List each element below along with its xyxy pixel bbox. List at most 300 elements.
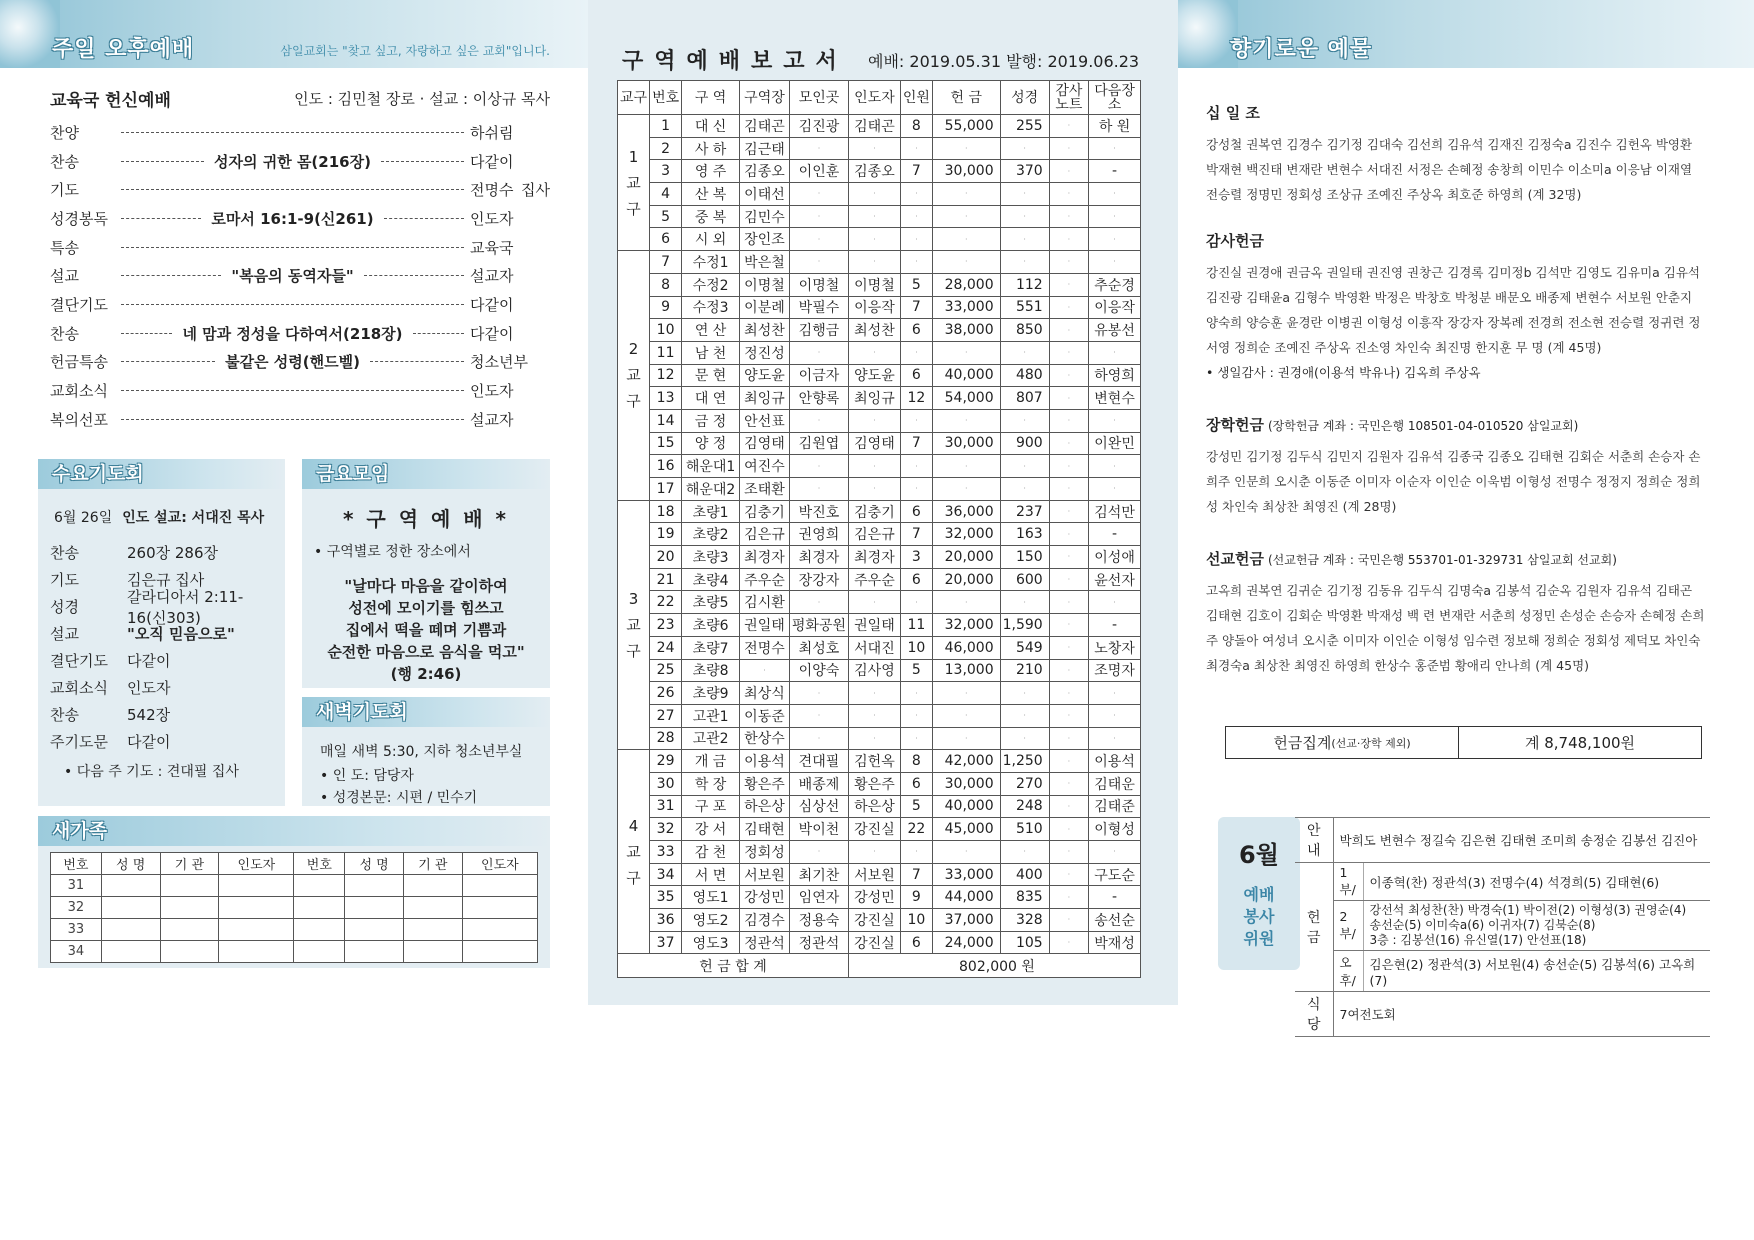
wednesday-row-label: 주기도문 — [50, 733, 108, 751]
report-cell: 강성민 — [740, 886, 790, 909]
new-family-cell — [403, 875, 462, 897]
table-row — [618, 863, 1141, 886]
report-cell: 20 — [650, 546, 682, 569]
report-cell: 정용숙 — [789, 909, 848, 932]
order-person: 다같이 — [470, 295, 514, 314]
report-cell: 김석만 — [1089, 500, 1141, 523]
summary-label — [1226, 727, 1459, 758]
report-header: 모인곳 — [789, 81, 848, 115]
report-cell: 산 복 — [682, 183, 740, 206]
june-month: 6월 — [1239, 841, 1279, 869]
report-cell: 초량1 — [682, 500, 740, 523]
new-family-cell — [160, 875, 219, 897]
zone-label-char: 4 — [628, 816, 639, 835]
report-cell: 42,000 — [932, 750, 1000, 773]
report-cell: · — [932, 455, 1000, 478]
report-cell: · — [1049, 523, 1088, 546]
new-family-header: 기 관 — [403, 853, 462, 875]
wednesday-row — [50, 728, 278, 755]
report-cell: 150 — [1000, 546, 1049, 569]
report-cell: 김원엽 — [789, 432, 848, 455]
report-cell: · — [1049, 886, 1088, 909]
order-label: 설교 — [50, 267, 79, 286]
new-family-cell — [462, 941, 537, 963]
report-cell: · — [789, 205, 848, 228]
order-dots — [121, 333, 172, 334]
report-cell: 36,000 — [932, 500, 1000, 523]
report-header: 인도자 — [849, 81, 901, 115]
report-cell: 대 연 — [682, 387, 740, 410]
middle-column — [588, 0, 1178, 1005]
report-cell: · — [1089, 478, 1141, 501]
report-cell: 최기찬 — [789, 863, 848, 886]
report-cell: 105 — [1000, 931, 1049, 954]
report-cell: 강진실 — [849, 909, 901, 932]
report-cell: 10 — [900, 636, 932, 659]
report-cell: · — [1049, 659, 1088, 682]
table-row — [618, 659, 1141, 682]
report-cell: 19 — [650, 523, 682, 546]
report-cell: 31 — [650, 795, 682, 818]
report-total-label: 헌 금 합 계 — [618, 954, 849, 978]
duty-offer-label: 헌금 — [1295, 863, 1333, 992]
zone-label — [618, 750, 650, 954]
order-row — [50, 290, 550, 319]
report-cell: 전명수 — [740, 636, 790, 659]
report-cell: · — [1000, 682, 1049, 705]
report-cell: · — [849, 183, 901, 206]
table-row — [618, 682, 1141, 705]
order-row — [50, 348, 550, 377]
new-family-header: 기 관 — [160, 853, 219, 875]
report-cell: · — [789, 409, 848, 432]
order-row — [50, 147, 550, 176]
report-cell: 박진호 — [789, 500, 848, 523]
report-cell: · — [932, 727, 1000, 750]
report-cell: 30,000 — [932, 432, 1000, 455]
offering-section-title — [1206, 230, 1706, 251]
report-cell: 1 — [650, 115, 682, 138]
order-item: 네 맘과 정성을 다하여서(218장) — [182, 324, 403, 343]
report-cell: 초량7 — [682, 636, 740, 659]
order-dots — [121, 218, 201, 219]
table-row — [51, 941, 538, 963]
report-cell: 이용석 — [1089, 750, 1141, 773]
report-total-row — [618, 954, 1141, 978]
table-row — [618, 931, 1141, 954]
report-cell: · — [849, 409, 901, 432]
report-header: 헌 금 — [932, 81, 1000, 115]
offering-section — [1206, 414, 1706, 519]
order-label: 찬양 — [50, 123, 79, 142]
report-cell: 장인조 — [740, 228, 790, 251]
report-cell: 초량8 — [682, 659, 740, 682]
duty-part-2-line-1: 강선석 최성찬(찬) 박경숙(1) 박이전(2) 이형성(3) 권영순(4) — [1369, 903, 1687, 917]
report-cell: · — [1000, 137, 1049, 160]
report-cell: · — [849, 841, 901, 864]
duty-part-2-line-2: 송선순(5) 이미숙a(6) 이귀자(7) 김북순(8) — [1369, 918, 1596, 932]
report-cell: 초량6 — [682, 614, 740, 637]
order-item: 성자의 귀한 몸(216장) — [214, 152, 371, 171]
afternoon-service-banner — [0, 0, 588, 68]
report-cell: 37,000 — [932, 909, 1000, 932]
wednesday-row-label: 교회소식 — [50, 679, 108, 697]
report-cell: 김태준 — [1089, 795, 1141, 818]
wednesday-row-value: 인도자 — [127, 679, 171, 697]
report-cell: 감 천 — [682, 841, 740, 864]
report-cell: 정회성 — [740, 841, 790, 864]
table-row — [618, 319, 1141, 342]
zone-label-char: 교 — [626, 173, 641, 192]
table-row — [618, 205, 1141, 228]
report-cell: 510 — [1000, 818, 1049, 841]
new-family-header: 인도자 — [219, 853, 294, 875]
report-cell: 최성찬 — [740, 319, 790, 342]
wednesday-row — [50, 539, 278, 566]
new-family-cell — [403, 919, 462, 941]
new-family-cell — [160, 941, 219, 963]
table-row — [618, 614, 1141, 637]
zone-label — [618, 251, 650, 501]
report-cell: 270 — [1000, 772, 1049, 795]
new-family-number: 32 — [51, 897, 102, 919]
service-title: 교육국 헌신예배 — [50, 91, 171, 111]
new-family-cell — [101, 875, 160, 897]
duty-guide-value: 박희도 변현수 정길숙 김은현 김태현 조미희 송정순 김봉선 김진아 — [1333, 818, 1710, 863]
report-cell: 해운대1 — [682, 455, 740, 478]
report-cell: · — [1049, 409, 1088, 432]
wednesday-row-label: 성경 — [50, 598, 79, 616]
order-label: 찬송 — [50, 324, 79, 343]
report-cell: 추순경 — [1089, 273, 1141, 296]
banner-decoration — [1178, 0, 1238, 68]
table-row — [618, 183, 1141, 206]
report-cell: 권영희 — [789, 523, 848, 546]
report-cell: 정진성 — [740, 341, 790, 364]
report-header: 감사노트 — [1049, 81, 1088, 115]
order-row — [50, 261, 550, 290]
table-row — [618, 228, 1141, 251]
report-cell: 3 — [900, 546, 932, 569]
report-cell: · — [849, 137, 901, 160]
report-cell: · — [1089, 591, 1141, 614]
report-cell: · — [932, 704, 1000, 727]
new-family-cell — [294, 919, 345, 941]
report-cell: 18 — [650, 500, 682, 523]
report-cell: · — [1049, 841, 1088, 864]
report-cell: 36 — [650, 909, 682, 932]
dawn-time: 매일 새벽 5:30, 지하 청소년부실 — [320, 744, 523, 760]
order-dots — [364, 275, 464, 276]
banner-title: 주일 오후예배 — [52, 37, 195, 62]
report-cell: 29 — [650, 750, 682, 773]
report-cell: 8 — [650, 273, 682, 296]
zone-label-char: 구 — [626, 641, 641, 660]
report-cell: 12 — [900, 387, 932, 410]
new-family-cell — [345, 897, 404, 919]
report-cell: · — [900, 137, 932, 160]
offering-section-name: 감사헌금 — [1206, 232, 1264, 250]
offering-section-title — [1206, 548, 1706, 569]
report-cell: 807 — [1000, 387, 1049, 410]
report-cell: 노창자 — [1089, 636, 1141, 659]
duty-part-2: 2부/ — [1333, 901, 1363, 951]
report-cell: 김진광 — [789, 115, 848, 138]
report-cell: 김태운 — [1089, 772, 1141, 795]
table-row — [618, 546, 1141, 569]
report-cell: 7 — [900, 863, 932, 886]
report-cell: · — [1000, 205, 1049, 228]
order-label: 기도 — [50, 181, 79, 200]
offering-donor-list: 강성철 권복연 김경수 김기정 김대숙 김선희 김유석 김재진 김정숙a 김진수 김헌옥 박영환 박재현 백진태 변재란 변현수 서대진 서정은 손혜정 송창희 이민수 이소미a 이응남 이재열 전승렬 정명민 정회성 조상규 조예진 주상옥 최호준 하영희 (계 32명) — [1206, 137, 1693, 202]
wednesday-next-prayer: • 다음 주 기도 : 견대필 집사 — [64, 764, 239, 780]
report-cell: 835 — [1000, 886, 1049, 909]
report-cell: 10 — [900, 909, 932, 932]
table-row — [618, 455, 1141, 478]
report-cell: 37 — [650, 931, 682, 954]
report-cell: · — [900, 591, 932, 614]
report-cell: · — [1000, 409, 1049, 432]
report-cell: · — [789, 228, 848, 251]
zone-label-char: 구 — [626, 868, 641, 887]
duty-part-2-line-3: 3층 : 김봉선(16) 유신열(17) 안선표(18) — [1369, 933, 1587, 947]
report-cell: 237 — [1000, 500, 1049, 523]
zone-label-char: 3 — [628, 589, 639, 608]
new-family-cell — [345, 941, 404, 963]
friday-big-title: * 구 역 예 배 * — [342, 507, 509, 531]
report-cell: · — [1049, 387, 1088, 410]
report-cell: 구 포 — [682, 795, 740, 818]
report-total-value: 802,000 원 — [849, 954, 1141, 978]
order-label: 교회소식 — [50, 382, 108, 401]
order-label: 헌금특송 — [50, 353, 108, 372]
wednesday-order — [50, 539, 278, 755]
new-family-box — [38, 816, 550, 968]
report-cell: 이분례 — [740, 296, 790, 319]
duty-meal-label: 식당 — [1295, 992, 1333, 1037]
june-sub-3: 위원 — [1243, 929, 1275, 948]
report-cell: 5 — [650, 205, 682, 228]
duty-row-meal — [1295, 992, 1710, 1037]
report-cell: · — [1089, 137, 1141, 160]
report-cell: · — [900, 341, 932, 364]
report-cell: · — [1049, 296, 1088, 319]
report-cell: 양도윤 — [740, 364, 790, 387]
offering-section-name: 십 일 조 — [1206, 104, 1260, 122]
report-cell: 6 — [900, 931, 932, 954]
order-label: 복의선포 — [50, 410, 108, 429]
report-cell: · — [932, 137, 1000, 160]
report-cell: 여진수 — [740, 455, 790, 478]
zone-label-char: 교 — [626, 366, 641, 385]
zone-label-char: 구 — [626, 199, 641, 218]
summary-note: (선교·장학 제외) — [1331, 736, 1411, 750]
report-cell: 견대필 — [789, 750, 848, 773]
summary-label-text: 헌금집계 — [1273, 734, 1332, 752]
new-family-header: 성 명 — [345, 853, 404, 875]
report-cell: 서보원 — [740, 863, 790, 886]
report-cell: · — [849, 205, 901, 228]
new-family-cell — [101, 897, 160, 919]
table-row — [51, 897, 538, 919]
table-row — [618, 886, 1141, 909]
table-row — [618, 273, 1141, 296]
wednesday-prayer-box — [38, 459, 285, 806]
verse-line: 순전한 마음으로 음식을 먹고" — [327, 643, 525, 661]
report-cell: · — [900, 409, 932, 432]
report-cell: · — [1049, 273, 1088, 296]
report-cell: · — [1049, 183, 1088, 206]
report-cell: 김종오 — [849, 160, 901, 183]
order-item: 로마서 16:1-9(신261) — [211, 209, 374, 228]
report-cell: 초량5 — [682, 591, 740, 614]
order-dots — [381, 161, 464, 162]
report-cell: 3 — [650, 160, 682, 183]
left-column — [0, 0, 588, 1240]
report-cell: 6 — [900, 500, 932, 523]
report-cell: 21 — [650, 568, 682, 591]
report-cell: 양 정 — [682, 432, 740, 455]
report-cell: 210 — [1000, 659, 1049, 682]
new-family-header: 번호 — [294, 853, 345, 875]
report-cell: 문 현 — [682, 364, 740, 387]
new-family-cell — [294, 897, 345, 919]
table-row — [618, 160, 1141, 183]
new-family-cell — [462, 875, 537, 897]
june-sub-2: 봉사 — [1243, 907, 1275, 926]
order-row — [50, 233, 550, 262]
new-family-header: 성 명 — [101, 853, 160, 875]
order-label: 결단기도 — [50, 295, 108, 314]
duty-guide-label: 안내 — [1295, 818, 1333, 863]
wednesday-row-value: 542장 — [127, 706, 171, 724]
table-row — [618, 909, 1141, 932]
report-cell: · — [900, 682, 932, 705]
report-cell: · — [900, 455, 932, 478]
wednesday-row-value: "오직 믿음으로" — [127, 625, 235, 643]
report-cell: 10 — [650, 319, 682, 342]
new-family-cell — [160, 919, 219, 941]
report-cell: 23 — [650, 614, 682, 637]
offering-section — [1206, 102, 1706, 207]
table-row — [618, 387, 1141, 410]
friday-title: 금요모임 — [302, 459, 550, 489]
report-cell: · — [1000, 251, 1049, 274]
report-cell: 조명자 — [1089, 659, 1141, 682]
report-cell: · — [1089, 841, 1141, 864]
report-cell: 김헌옥 — [849, 750, 901, 773]
wednesday-row — [50, 587, 278, 627]
table-row — [618, 772, 1141, 795]
report-header: 인원 — [900, 81, 932, 115]
report-cell: 개 금 — [682, 750, 740, 773]
report-cell: · — [1049, 546, 1088, 569]
report-cell: 수정2 — [682, 273, 740, 296]
new-family-cell — [294, 941, 345, 963]
report-cell: · — [1000, 727, 1049, 750]
report-date: 예배: 2019.05.31 발행: 2019.06.23 — [868, 52, 1140, 71]
order-person: 설교자 — [470, 410, 514, 429]
report-cell: 해운대2 — [682, 478, 740, 501]
report-cell: · — [932, 341, 1000, 364]
report-cell: · — [789, 478, 848, 501]
report-cell: 14 — [650, 409, 682, 432]
report-cell: · — [1049, 682, 1088, 705]
report-cell: 26 — [650, 682, 682, 705]
duty-part-1-value: 이종혁(찬) 정관석(3) 전명수(4) 석경희(5) 김태현(6) — [1363, 863, 1710, 901]
report-cell: 38,000 — [932, 319, 1000, 342]
order-person: 인도자 — [470, 209, 514, 228]
order-person: 다같이 — [470, 152, 514, 171]
report-cell: 15 — [650, 432, 682, 455]
report-cell: · — [1089, 228, 1141, 251]
report-cell: 서보원 — [849, 863, 901, 886]
report-cell: 이응작 — [1089, 296, 1141, 319]
report-cell: 초량2 — [682, 523, 740, 546]
table-row — [618, 727, 1141, 750]
report-cell: 600 — [1000, 568, 1049, 591]
table-row — [618, 500, 1141, 523]
report-cell: 황은주 — [740, 772, 790, 795]
report-cell: · — [932, 841, 1000, 864]
report-cell: 7 — [900, 296, 932, 319]
report-cell: 1,590 — [1000, 614, 1049, 637]
dawn-text: • 성경본문: 시편 / 민수기 — [320, 790, 478, 806]
report-cell: 최잉규 — [849, 387, 901, 410]
report-cell: 최경자 — [849, 546, 901, 569]
report-cell: 33 — [650, 841, 682, 864]
new-family-number: 33 — [51, 919, 102, 941]
report-cell: 6 — [900, 364, 932, 387]
table-row — [51, 875, 538, 897]
report-cell: · — [1000, 228, 1049, 251]
report-cell: 강성민 — [849, 886, 901, 909]
report-cell: 6 — [900, 568, 932, 591]
report-cell: · — [932, 183, 1000, 206]
duty-row-guide — [1295, 818, 1710, 863]
order-row — [50, 376, 550, 405]
report-cell: · — [1049, 115, 1088, 138]
report-cell: 강진실 — [849, 818, 901, 841]
report-cell: 학 장 — [682, 772, 740, 795]
report-cell: 7 — [650, 251, 682, 274]
order-person: 하쉬림 — [470, 123, 514, 142]
order-person: 설교자 — [470, 267, 514, 286]
new-family-cell — [219, 897, 294, 919]
report-cell: 안향록 — [789, 387, 848, 410]
table-row — [618, 568, 1141, 591]
report-cell: 하은상 — [740, 795, 790, 818]
report-cell: · — [932, 228, 1000, 251]
table-row — [618, 795, 1141, 818]
duty-row-offer-3 — [1295, 951, 1710, 992]
report-cell: 김영태 — [740, 432, 790, 455]
report-cell: 11 — [650, 341, 682, 364]
new-family-cell — [403, 941, 462, 963]
duty-part-3-value: 김은현(2) 정관석(3) 서보원(4) 송선순(5) 김봉석(6) 고옥희(7) — [1363, 951, 1710, 992]
report-cell: · — [849, 478, 901, 501]
wednesday-row-label: 찬송 — [50, 706, 79, 724]
report-cell: 주우순 — [740, 568, 790, 591]
report-cell: · — [1089, 409, 1141, 432]
dawn-prayer-box — [302, 697, 550, 806]
report-cell: 549 — [1000, 636, 1049, 659]
report-cell: · — [789, 591, 848, 614]
report-cell: 12 — [650, 364, 682, 387]
report-cell: 20,000 — [932, 546, 1000, 569]
report-cell: - — [1089, 886, 1141, 909]
verse-line: "날마다 마음을 같이하여 — [344, 577, 508, 595]
